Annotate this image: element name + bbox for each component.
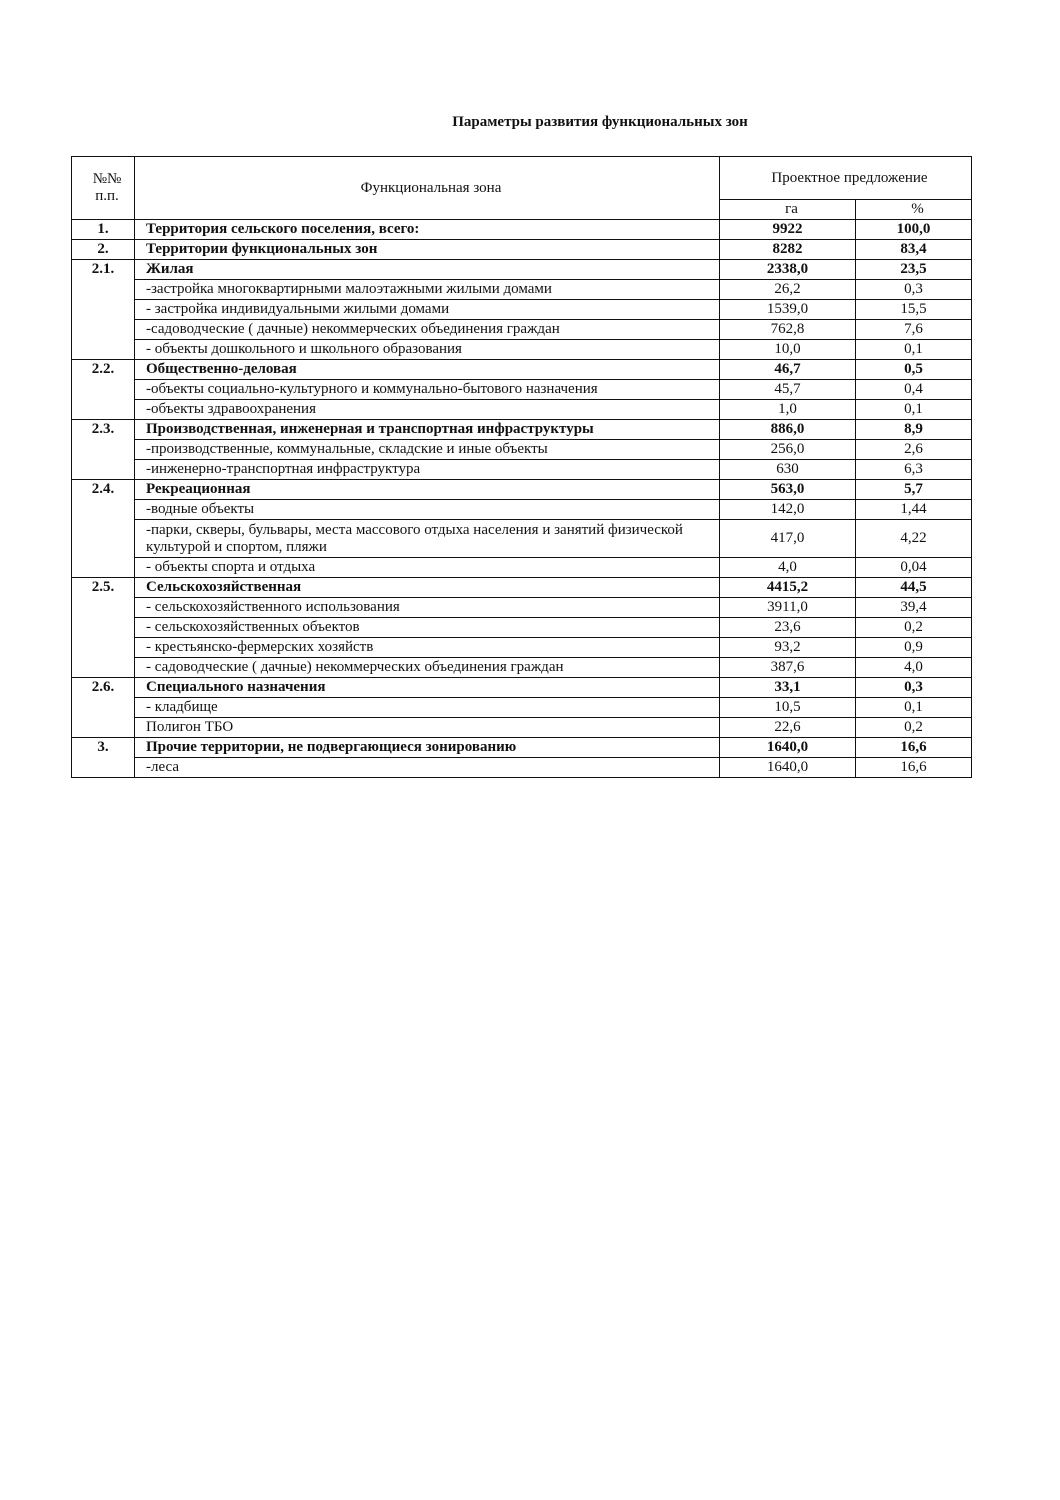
- table-row: [72, 380, 972, 400]
- row-number: [72, 598, 135, 618]
- row-number: [72, 340, 135, 360]
- row-number: 2.: [72, 240, 135, 260]
- table-row: [72, 718, 972, 738]
- document-title: Параметры развития функциональных зон: [452, 114, 748, 130]
- row-number: 2.5.: [72, 578, 135, 598]
- row-number: 2.6.: [72, 678, 135, 698]
- header-num: №№ п.п.: [72, 157, 135, 220]
- row-area-ha: 1640,0: [720, 758, 856, 778]
- row-zone-name: -объекты здравоохранения: [135, 400, 720, 420]
- row-area-ha: 45,7: [720, 380, 856, 400]
- row-area-ha: 563,0: [720, 480, 856, 500]
- table-row: [72, 460, 972, 480]
- table-row: [72, 558, 972, 578]
- table-row: [72, 618, 972, 638]
- row-area-percent: 0,1: [856, 400, 972, 420]
- row-zone-name: - крестьянско-фермерских хозяйств: [135, 638, 720, 658]
- row-zone-name: Специального назначения: [135, 678, 720, 698]
- row-zone-name: -парки, скверы, бульвары, места массового отдыха населения и занятий физической культурой и спортом, пляжи: [135, 520, 720, 558]
- row-zone-name: - садоводческие ( дачные) некоммерческих объединения граждан: [135, 658, 720, 678]
- row-area-percent: 4,0: [856, 658, 972, 678]
- row-zone-name: Полигон ТБО: [135, 718, 720, 738]
- row-area-ha: 1,0: [720, 400, 856, 420]
- row-number: [72, 460, 135, 480]
- row-area-ha: 4,0: [720, 558, 856, 578]
- row-area-ha: 10,5: [720, 698, 856, 718]
- header-proposal: Проектное предложение: [720, 157, 972, 200]
- row-area-percent: 0,04: [856, 558, 972, 578]
- row-area-percent: 7,6: [856, 320, 972, 340]
- table-row: [72, 320, 972, 340]
- table-row: [72, 340, 972, 360]
- row-area-ha: 26,2: [720, 280, 856, 300]
- row-area-ha: 142,0: [720, 500, 856, 520]
- row-zone-name: -объекты социально-культурного и коммунально-бытового назначения: [135, 380, 720, 400]
- row-number: 1.: [72, 220, 135, 240]
- row-area-percent: 4,22: [856, 520, 972, 558]
- row-zone-name: Жилая: [135, 260, 720, 280]
- row-number: [72, 520, 135, 558]
- table-row: [72, 638, 972, 658]
- row-area-ha: 2338,0: [720, 260, 856, 280]
- table-row: [72, 598, 972, 618]
- row-number: 2.4.: [72, 480, 135, 500]
- row-area-ha: 762,8: [720, 320, 856, 340]
- row-area-ha: 8282: [720, 240, 856, 260]
- table-header-row: [72, 157, 972, 200]
- row-number: 2.2.: [72, 360, 135, 380]
- row-area-percent: 83,4: [856, 240, 972, 260]
- row-zone-name: Рекреационная: [135, 480, 720, 500]
- row-number: [72, 558, 135, 578]
- row-number: [72, 300, 135, 320]
- row-zone-name: - застройка индивидуальными жилыми домами: [135, 300, 720, 320]
- row-area-percent: 39,4: [856, 598, 972, 618]
- row-zone-name: - сельскохозяйственных объектов: [135, 618, 720, 638]
- row-area-ha: 46,7: [720, 360, 856, 380]
- row-number: [72, 698, 135, 718]
- table-row: [72, 520, 972, 558]
- table-row: [72, 240, 972, 260]
- row-area-percent: 6,3: [856, 460, 972, 480]
- row-area-ha: 4415,2: [720, 578, 856, 598]
- row-number: [72, 400, 135, 420]
- header-ha: га: [720, 200, 856, 220]
- row-number: [72, 440, 135, 460]
- row-number: [72, 280, 135, 300]
- row-zone-name: Общественно-деловая: [135, 360, 720, 380]
- row-zone-name: Производственная, инженерная и транспортная инфраструктуры: [135, 420, 720, 440]
- row-area-ha: 10,0: [720, 340, 856, 360]
- row-area-percent: 0,2: [856, 718, 972, 738]
- table-row: [72, 260, 972, 280]
- header-zone: Функциональная зона: [135, 157, 720, 220]
- table-row: [72, 280, 972, 300]
- row-area-percent: 16,6: [856, 758, 972, 778]
- table-row: [72, 480, 972, 500]
- table-row: [72, 220, 972, 240]
- row-zone-name: -водные объекты: [135, 500, 720, 520]
- row-number: [72, 618, 135, 638]
- row-zone-name: -леса: [135, 758, 720, 778]
- row-area-percent: 100,0: [856, 220, 972, 240]
- row-area-ha: 93,2: [720, 638, 856, 658]
- row-zone-name: Территории функциональных зон: [135, 240, 720, 260]
- row-area-percent: 44,5: [856, 578, 972, 598]
- table-row: [72, 360, 972, 380]
- row-area-percent: 0,1: [856, 340, 972, 360]
- row-area-percent: 0,9: [856, 638, 972, 658]
- table-row: [72, 400, 972, 420]
- row-number: [72, 500, 135, 520]
- row-area-percent: 15,5: [856, 300, 972, 320]
- row-area-ha: 387,6: [720, 658, 856, 678]
- row-number: [72, 658, 135, 678]
- row-area-percent: 16,6: [856, 738, 972, 758]
- table-row: [72, 578, 972, 598]
- row-area-percent: 0,1: [856, 698, 972, 718]
- row-area-ha: 23,6: [720, 618, 856, 638]
- row-number: [72, 380, 135, 400]
- row-number: [72, 638, 135, 658]
- row-zone-name: -производственные, коммунальные, складские и иные объекты: [135, 440, 720, 460]
- row-area-ha: 417,0: [720, 520, 856, 558]
- table-row: [72, 758, 972, 778]
- row-area-percent: 5,7: [856, 480, 972, 500]
- row-number: [72, 718, 135, 738]
- row-number: 3.: [72, 738, 135, 758]
- row-zone-name: -инженерно-транспортная инфраструктура: [135, 460, 720, 480]
- row-number: [72, 320, 135, 340]
- row-area-ha: 256,0: [720, 440, 856, 460]
- functional-zones-table: [71, 156, 972, 778]
- row-zone-name: - сельскохозяйственного использования: [135, 598, 720, 618]
- row-zone-name: - объекты спорта и отдыха: [135, 558, 720, 578]
- row-zone-name: - объекты дошкольного и школьного образования: [135, 340, 720, 360]
- table-row: [72, 440, 972, 460]
- row-area-ha: 1539,0: [720, 300, 856, 320]
- row-area-ha: 33,1: [720, 678, 856, 698]
- row-area-percent: 2,6: [856, 440, 972, 460]
- row-area-percent: 23,5: [856, 260, 972, 280]
- row-zone-name: -садоводческие ( дачные) некоммерческих объединения граждан: [135, 320, 720, 340]
- row-number: 2.1.: [72, 260, 135, 280]
- table-row: [72, 698, 972, 718]
- row-area-percent: 0,3: [856, 678, 972, 698]
- row-area-ha: 22,6: [720, 718, 856, 738]
- table-row: [72, 738, 972, 758]
- table-row: [72, 500, 972, 520]
- table-row: [72, 678, 972, 698]
- row-zone-name: Прочие территории, не подвергающиеся зонированию: [135, 738, 720, 758]
- row-zone-name: Территория сельского поселения, всего:: [135, 220, 720, 240]
- row-zone-name: - кладбище: [135, 698, 720, 718]
- row-area-ha: 3911,0: [720, 598, 856, 618]
- row-area-percent: 0,4: [856, 380, 972, 400]
- row-area-ha: 630: [720, 460, 856, 480]
- row-area-ha: 1640,0: [720, 738, 856, 758]
- row-area-percent: 0,2: [856, 618, 972, 638]
- row-area-ha: 9922: [720, 220, 856, 240]
- row-zone-name: -застройка многоквартирными малоэтажными жилыми домами: [135, 280, 720, 300]
- table-row: [72, 420, 972, 440]
- row-area-percent: 0,5: [856, 360, 972, 380]
- table-row: [72, 658, 972, 678]
- row-number: 2.3.: [72, 420, 135, 440]
- header-pct: %: [856, 200, 972, 220]
- row-area-percent: 8,9: [856, 420, 972, 440]
- table-row: [72, 300, 972, 320]
- row-area-ha: 886,0: [720, 420, 856, 440]
- row-number: [72, 758, 135, 778]
- row-zone-name: Сельскохозяйственная: [135, 578, 720, 598]
- row-area-percent: 1,44: [856, 500, 972, 520]
- row-area-percent: 0,3: [856, 280, 972, 300]
